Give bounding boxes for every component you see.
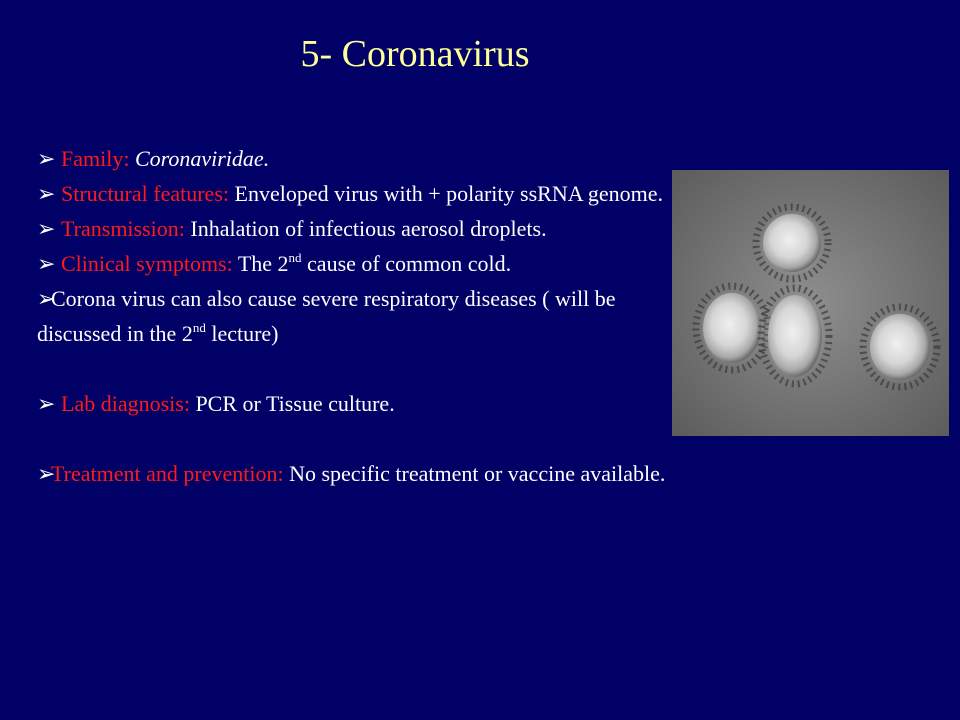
arrow-bullet-icon: ➢ bbox=[37, 251, 56, 276]
slide-title: 5- Coronavirus bbox=[300, 33, 530, 75]
bullet-text: Corona virus can also cause severe respiratory diseases ( will be discussed in the 2 bbox=[37, 286, 616, 346]
superscript: nd bbox=[288, 250, 302, 265]
bullet-treatment bbox=[37, 456, 677, 491]
arrow-bullet-icon: ➢ bbox=[37, 286, 56, 311]
coronavirus-micrograph bbox=[672, 170, 949, 436]
superscript: nd bbox=[192, 320, 206, 335]
bullet-text: Coronaviridae. bbox=[134, 146, 270, 171]
arrow-bullet-icon: ➢ bbox=[37, 391, 56, 416]
bullet-structural-features bbox=[37, 176, 677, 211]
arrow-bullet-icon: ➢ bbox=[37, 181, 56, 206]
bullet-severe-diseases bbox=[37, 281, 677, 351]
bullet-label: Structural features: bbox=[61, 181, 229, 206]
bullet-lab-diagnosis bbox=[37, 386, 677, 421]
bullet-text: No specific treatment or vaccine available. bbox=[289, 461, 666, 486]
bullet-text-continued: cause of common cold. bbox=[301, 251, 512, 276]
bullet-list bbox=[37, 141, 677, 491]
bullet-label: Lab diagnosis: bbox=[61, 391, 190, 416]
bullet-label: Family: bbox=[61, 146, 130, 171]
arrow-bullet-icon: ➢ bbox=[37, 461, 56, 486]
bullet-label: Clinical symptoms: bbox=[61, 251, 233, 276]
bullet-transmission bbox=[37, 211, 677, 246]
bullet-label: Transmission: bbox=[61, 216, 185, 241]
bullet-text: PCR or Tissue culture. bbox=[195, 391, 395, 416]
bullet-label: Treatment and prevention: bbox=[51, 461, 284, 486]
bullet-text: Enveloped virus with + polarity ssRNA genome. bbox=[234, 181, 664, 206]
spacer bbox=[37, 421, 677, 456]
bullet-text: The 2 bbox=[237, 251, 289, 276]
bullet-family bbox=[37, 141, 677, 176]
bullet-clinical-symptoms bbox=[37, 246, 677, 281]
bullet-text: Inhalation of infectious aerosol droplets. bbox=[190, 216, 547, 241]
spacer bbox=[37, 351, 677, 386]
arrow-bullet-icon: ➢ bbox=[37, 216, 56, 241]
bullet-text-continued: lecture) bbox=[205, 321, 279, 346]
arrow-bullet-icon: ➢ bbox=[37, 146, 56, 171]
